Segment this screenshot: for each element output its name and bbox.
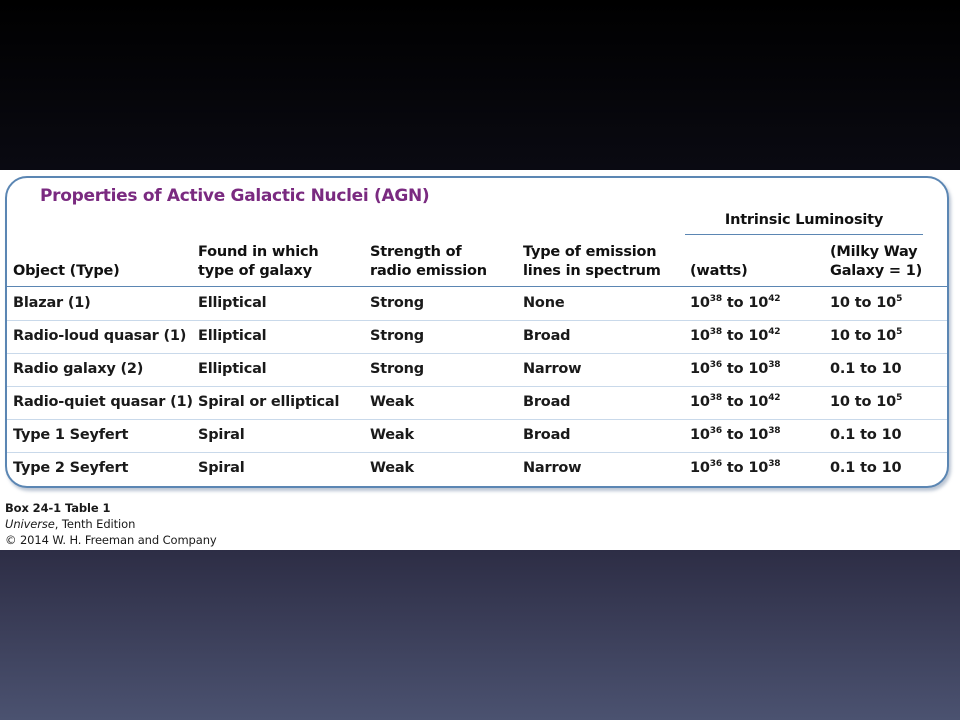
cell-lines: Broad xyxy=(523,328,571,344)
exponent-high: 42 xyxy=(768,393,781,403)
milky-high: 10 xyxy=(876,295,897,311)
cell-milky-way xyxy=(830,427,901,443)
header-luminosity-watts: (watts) xyxy=(690,263,748,279)
cell-radio: Strong xyxy=(370,328,424,344)
range-word: to xyxy=(860,460,877,476)
cell-watts xyxy=(690,295,780,311)
cell-watts xyxy=(690,394,780,410)
table-row xyxy=(7,420,947,453)
cell-object: Radio-quiet quasar (1) xyxy=(13,394,193,410)
cell-radio: Weak xyxy=(370,427,414,443)
credit-edition-text: , Tenth Edition xyxy=(54,517,136,531)
range-word: to xyxy=(726,295,744,311)
milky-low: 10 xyxy=(830,394,850,410)
cell-watts xyxy=(690,361,780,377)
power-base: 10 xyxy=(748,427,769,443)
milky-high: 10 xyxy=(881,361,902,377)
exponent-low: 36 xyxy=(709,459,722,469)
cell-radio: Strong xyxy=(370,361,424,377)
header-emission-lines: Type of emission lines in spectrum xyxy=(523,244,661,279)
milky-low: 0.1 xyxy=(830,460,856,476)
cell-object: Radio galaxy (2) xyxy=(13,361,144,377)
milky-high: 10 xyxy=(881,460,902,476)
milky-high: 10 xyxy=(881,427,902,443)
exponent-low: 38 xyxy=(709,294,722,304)
cell-watts xyxy=(690,427,780,443)
cell-watts xyxy=(690,328,780,344)
cell-object: Radio-loud quasar (1) xyxy=(13,328,187,344)
power-base: 10 xyxy=(748,394,769,410)
cell-galaxy: Elliptical xyxy=(198,361,267,377)
exponent-low: 36 xyxy=(709,426,722,436)
cell-lines: None xyxy=(523,295,565,311)
milky-low: 0.1 xyxy=(830,361,856,377)
exponent-high: 42 xyxy=(768,294,781,304)
milky-low: 10 xyxy=(830,295,850,311)
power-base: 10 xyxy=(748,328,769,344)
cell-milky-way xyxy=(830,295,902,311)
cell-milky-way xyxy=(830,361,901,377)
credit-edition xyxy=(5,516,217,532)
figure-credits xyxy=(5,500,217,548)
cell-galaxy: Elliptical xyxy=(198,328,267,344)
exponent-high: 38 xyxy=(768,426,781,436)
range-word: to xyxy=(854,295,872,311)
range-word: to xyxy=(726,394,744,410)
power-base: 10 xyxy=(690,394,710,410)
cell-milky-way xyxy=(830,460,901,476)
milky-high-exponent: 5 xyxy=(896,294,903,304)
cell-lines: Broad xyxy=(523,394,571,410)
table-row xyxy=(7,354,947,387)
cell-lines: Broad xyxy=(523,427,571,443)
table-row xyxy=(7,387,947,420)
intrinsic-luminosity-header: Intrinsic Luminosity xyxy=(724,212,884,228)
header-object-type: Object (Type) xyxy=(13,263,120,279)
table-title: Properties of Active Galactic Nuclei (AGN) xyxy=(40,186,430,206)
exponent-low: 36 xyxy=(709,360,722,370)
credit-table-label: Box 24-1 Table 1 xyxy=(5,501,111,515)
cell-lines: Narrow xyxy=(523,460,582,476)
agn-properties-table xyxy=(5,176,949,488)
range-word: to xyxy=(854,328,872,344)
cell-milky-way xyxy=(830,328,902,344)
power-base: 10 xyxy=(748,361,769,377)
table-row xyxy=(7,321,947,354)
cell-milky-way xyxy=(830,394,902,410)
cell-object: Type 2 Seyfert xyxy=(13,460,129,476)
table-row xyxy=(7,288,947,321)
cell-watts xyxy=(690,460,780,476)
header-luminosity-milky-way: (Milky Way Galaxy = 1) xyxy=(830,244,923,279)
milky-high-exponent: 5 xyxy=(896,327,903,337)
power-base: 10 xyxy=(690,460,710,476)
power-base: 10 xyxy=(690,361,710,377)
header-radio-strength: Strength of radio emission xyxy=(370,244,487,279)
cell-galaxy: Spiral xyxy=(198,460,245,476)
range-word: to xyxy=(854,394,872,410)
cell-galaxy: Elliptical xyxy=(198,295,267,311)
milky-low: 10 xyxy=(830,328,850,344)
header-galaxy-type: Found in which type of galaxy xyxy=(198,244,319,279)
credit-book-title: Universe xyxy=(5,517,55,531)
power-base: 10 xyxy=(690,328,710,344)
cell-lines: Narrow xyxy=(523,361,582,377)
milky-low: 0.1 xyxy=(830,427,856,443)
cell-galaxy: Spiral xyxy=(198,427,245,443)
cell-object: Blazar (1) xyxy=(13,295,91,311)
milky-high: 10 xyxy=(876,394,897,410)
power-base: 10 xyxy=(690,295,710,311)
cell-galaxy: Spiral or elliptical xyxy=(198,394,340,410)
range-word: to xyxy=(726,460,744,476)
power-base: 10 xyxy=(748,460,769,476)
slide-panel xyxy=(0,170,960,550)
range-word: to xyxy=(860,427,877,443)
range-word: to xyxy=(860,361,877,377)
luminosity-header-rule xyxy=(685,234,923,235)
range-word: to xyxy=(726,427,744,443)
milky-high-exponent: 5 xyxy=(896,393,903,403)
milky-high: 10 xyxy=(876,328,897,344)
header-rule xyxy=(7,286,947,287)
cell-radio: Weak xyxy=(370,394,414,410)
cell-object: Type 1 Seyfert xyxy=(13,427,129,443)
power-base: 10 xyxy=(690,427,710,443)
exponent-high: 38 xyxy=(768,360,781,370)
exponent-high: 42 xyxy=(768,327,781,337)
credit-copyright: © 2014 W. H. Freeman and Company xyxy=(5,533,217,547)
power-base: 10 xyxy=(748,295,769,311)
cell-radio: Weak xyxy=(370,460,414,476)
exponent-high: 38 xyxy=(768,459,781,469)
table-row xyxy=(7,453,947,485)
exponent-low: 38 xyxy=(709,393,722,403)
exponent-low: 38 xyxy=(709,327,722,337)
range-word: to xyxy=(726,328,744,344)
cell-radio: Strong xyxy=(370,295,424,311)
range-word: to xyxy=(726,361,744,377)
